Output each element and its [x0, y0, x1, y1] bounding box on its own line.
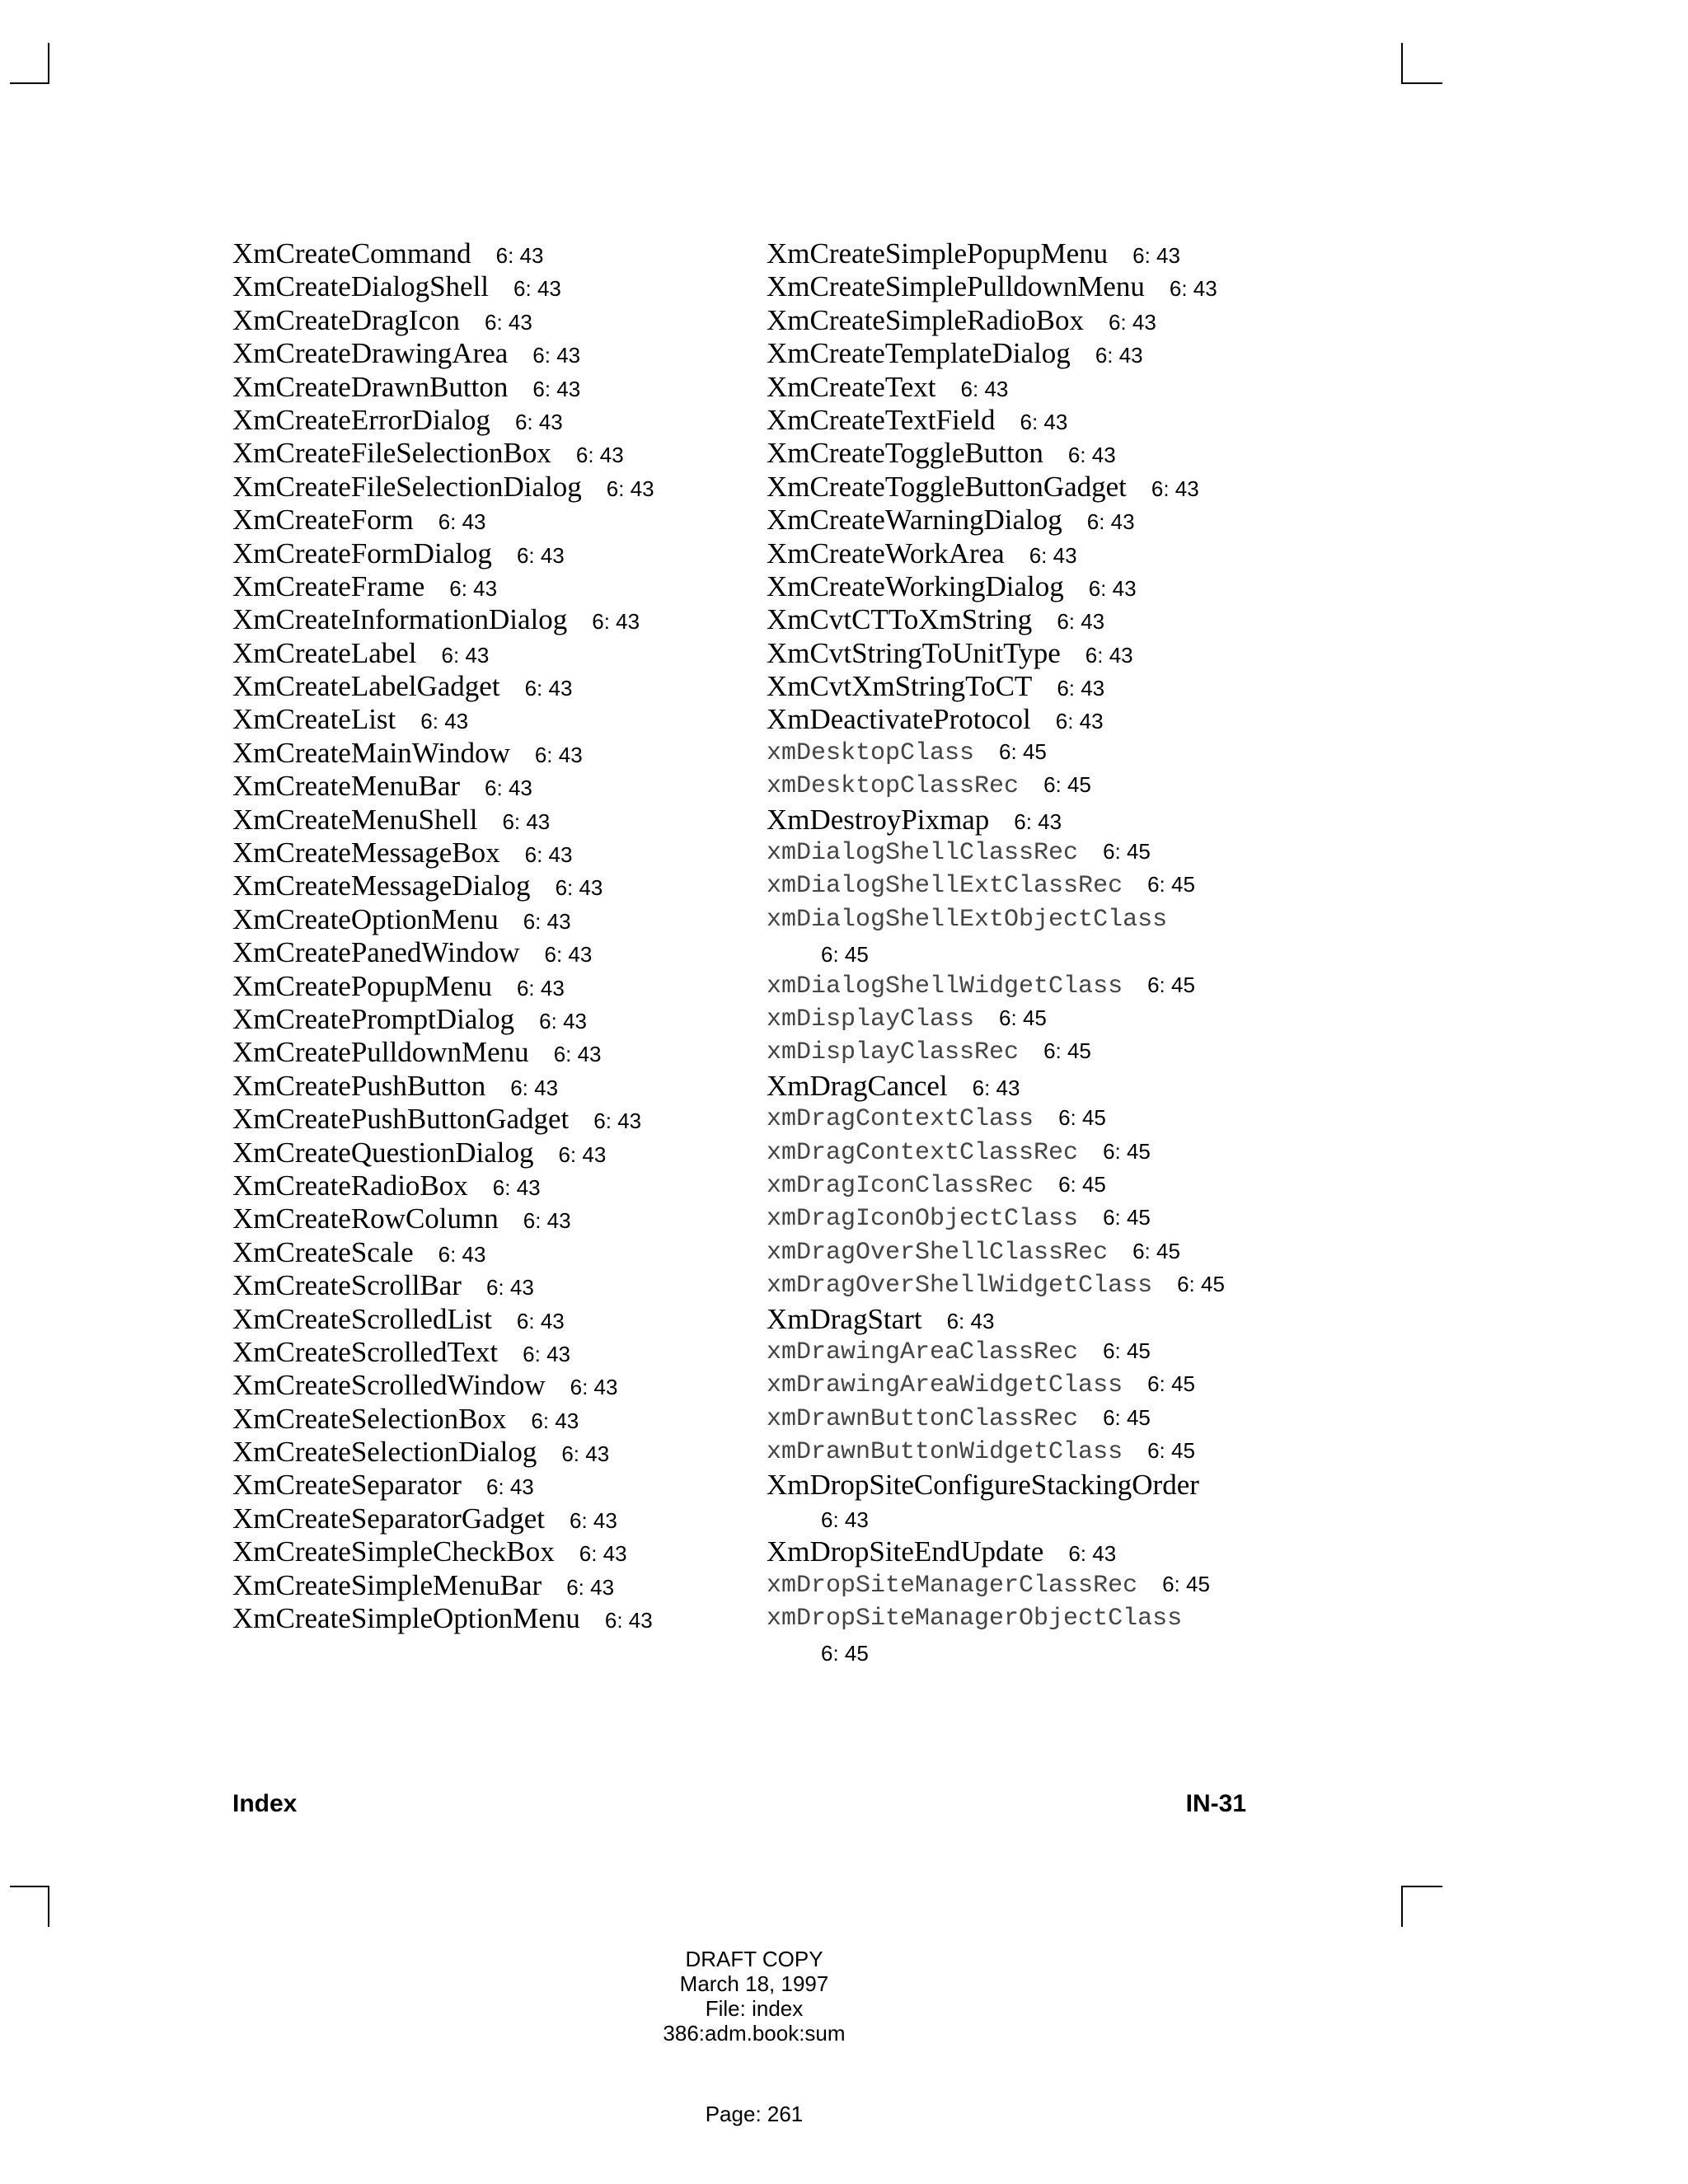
index-entry: [232, 270, 654, 303]
index-entry: [767, 504, 1225, 537]
index-entry: [232, 1469, 654, 1502]
index-term: XmCreateFormDialog: [232, 537, 492, 569]
index-entry: [232, 1502, 654, 1535]
index-term: XmDestroyPixmap: [767, 803, 990, 836]
index-term: XmCreatePushButtonGadget: [232, 1103, 570, 1136]
index-term: xmDragContextClass: [767, 1105, 1034, 1134]
index-term: XmCreateSimpleMenuBar: [232, 1568, 542, 1601]
index-term: xmDialogShellWidgetClass: [767, 972, 1123, 1001]
index-entry: [232, 1336, 654, 1369]
index-page-ref: 6: 45: [1103, 1338, 1151, 1363]
index-entry: [767, 404, 1225, 437]
index-entry: [767, 237, 1225, 270]
index-entry: [232, 337, 654, 370]
index-term: xmDropSiteManagerClassRec: [767, 1571, 1138, 1600]
index-page-ref: 6: 43: [524, 676, 573, 701]
index-page-ref: 6: 45: [1132, 1238, 1180, 1263]
crop-mark-top-left-v: [48, 43, 49, 84]
index-entry: [232, 404, 654, 437]
index-term: XmCreateLabel: [232, 636, 417, 669]
index-entry: [232, 936, 654, 969]
index-entry: [767, 1169, 1225, 1202]
index-term: xmDrawnButtonWidgetClass: [767, 1438, 1123, 1467]
index-page-ref: 6: 43: [592, 609, 640, 635]
index-term: XmCreateRowColumn: [232, 1202, 499, 1235]
index-entry: [767, 703, 1225, 736]
index-page-ref: 6: 45: [1043, 1038, 1091, 1064]
index-page-ref: 6: 45: [1147, 872, 1195, 898]
index-term: XmCreateScrollBar: [232, 1269, 462, 1302]
index-entry: [767, 570, 1225, 603]
index-term: XmCreateOptionMenu: [232, 902, 499, 935]
index-page-ref: 6: 45: [821, 1641, 869, 1666]
index-page-ref: 6: 43: [438, 509, 486, 535]
index-page-ref: 6: 43: [821, 1507, 869, 1533]
index-term: XmCreateDrawnButton: [232, 370, 509, 403]
index-term: xmDragOverShellWidgetClass: [767, 1272, 1153, 1301]
index-entry: [767, 804, 1225, 837]
index-page-ref: 6: 45: [1043, 772, 1091, 798]
index-page-ref: 6: 43: [579, 1541, 627, 1567]
index-page-ref: 6: 43: [570, 1375, 618, 1400]
index-page-ref: 6: 45: [999, 1005, 1047, 1030]
index-entry: [232, 970, 654, 1003]
index-page-ref: 6: 43: [1085, 642, 1133, 668]
index-page-ref: 6: 43: [485, 1275, 534, 1301]
index-term: XmCreateDragIcon: [232, 303, 460, 336]
index-page-ref: 6: 43: [539, 1008, 587, 1033]
index-term: XmCreatePopupMenu: [232, 969, 492, 1002]
index-page-ref: 6: 43: [510, 1075, 559, 1100]
index-entry: [767, 1070, 1225, 1103]
index-term: XmCreateSimpleOptionMenu: [232, 1602, 580, 1635]
index-page-ref: 6: 43: [946, 1308, 995, 1333]
index-term: xmDragIconObjectClass: [767, 1205, 1079, 1234]
index-term: XmCreateScrolledList: [232, 1302, 492, 1335]
index-entry: [767, 1336, 1225, 1369]
index-entry: [767, 1469, 1225, 1535]
index-page-ref: 6: 43: [1057, 676, 1105, 701]
index-page-ref: 6: 43: [555, 875, 603, 901]
index-entry: [232, 1003, 654, 1036]
index-entry: [767, 1569, 1225, 1602]
index-page-ref: 6: 43: [523, 908, 571, 934]
index-entry: [767, 837, 1225, 869]
index-page-ref: 6: 43: [575, 443, 624, 468]
index-entry: [232, 537, 654, 570]
index-entry: [767, 337, 1225, 370]
index-term: xmDragIconClassRec: [767, 1171, 1034, 1200]
index-term: XmCreateWarningDialog: [767, 504, 1062, 537]
index-term: XmCreatePanedWindow: [232, 936, 520, 969]
index-term: xmDragContextClassRec: [767, 1138, 1079, 1167]
index-term: xmDropSiteManagerObjectClass: [767, 1605, 1183, 1633]
index-page-ref: 6: 43: [516, 542, 565, 568]
index-entry: [767, 603, 1225, 636]
index-entry: [232, 437, 654, 470]
index-term: XmCreateFileSelectionBox: [232, 437, 551, 470]
index-page-ref: 6: 43: [1057, 609, 1105, 635]
index-term: XmCreateSimplePulldownMenu: [767, 270, 1145, 303]
index-term: XmCreateToggleButton: [767, 437, 1043, 470]
index-entry: [232, 1169, 654, 1202]
draft-notice-line: File: index: [705, 1996, 804, 2021]
index-term: xmDialogShellExtObjectClass: [767, 905, 1168, 934]
index-page-ref: 6: 45: [1103, 1205, 1151, 1230]
index-page-ref: 6: 45: [1103, 1138, 1151, 1164]
index-term: XmCreateText: [767, 370, 936, 403]
index-page-ref: 6: 43: [524, 842, 573, 868]
index-term: XmCreateLabelGadget: [232, 670, 500, 703]
index-term: xmDesktopClass: [767, 738, 975, 767]
index-entry: [232, 637, 654, 670]
index-page-ref: 6: 43: [553, 1042, 602, 1067]
index-page-ref: 6: 43: [485, 1474, 534, 1500]
index-entry: [767, 1137, 1225, 1169]
index-entry: [767, 270, 1225, 303]
index-term: XmCreateErrorDialog: [232, 403, 490, 436]
footer-section-label: Index: [232, 1790, 298, 1817]
crop-mark-bottom-left-h: [10, 1886, 49, 1887]
index-term: XmCreateSimplePopupMenu: [767, 237, 1109, 269]
index-entry: [232, 770, 654, 803]
index-entry: [767, 371, 1225, 404]
index-term: xmDialogShellClassRec: [767, 839, 1079, 868]
index-entry: [232, 304, 654, 337]
index-term: XmCreateDialogShell: [232, 270, 490, 303]
index-entry: [767, 1202, 1225, 1235]
crop-mark-bottom-left-v: [48, 1886, 49, 1927]
index-entry: [767, 1003, 1225, 1036]
index-page-ref: 6: 43: [513, 276, 561, 302]
index-page-ref: 6: 43: [485, 776, 532, 801]
draft-notice-line: 386:adm.book:sum: [663, 2021, 846, 2046]
index-term: XmCreateMessageDialog: [232, 869, 531, 902]
index-page-ref: 6: 43: [516, 975, 565, 1001]
index-term: XmCreatePushButton: [232, 1069, 486, 1102]
index-term: xmDrawingAreaWidgetClass: [767, 1371, 1123, 1400]
index-entry: [767, 1535, 1225, 1568]
index-column-right: [767, 237, 1225, 1669]
draft-notice-line: March 18, 1997: [679, 1971, 829, 1996]
index-page-ref: 6: 43: [532, 376, 581, 401]
index-page-ref: 6: 43: [606, 476, 654, 501]
index-page-ref: 6: 43: [484, 309, 532, 335]
index-term: XmCreateScale: [232, 1235, 414, 1268]
index-term: XmCreateMessageBox: [232, 837, 500, 869]
index-entry: [232, 1436, 654, 1469]
index-page-ref: 6: 43: [593, 1108, 642, 1134]
index-term: XmDropSiteConfigureStackingOrder: [767, 1469, 1199, 1502]
index-entry: [767, 1303, 1225, 1336]
index-entry: [767, 903, 1225, 970]
index-entry: [767, 670, 1225, 703]
index-page-ref: 6: 43: [532, 343, 581, 368]
index-page-ref: 6: 43: [1151, 476, 1199, 501]
index-entry: [767, 471, 1225, 504]
index-term: XmCreateTemplateDialog: [767, 337, 1071, 370]
index-page-ref: 6: 43: [523, 1341, 570, 1366]
index-entry: [232, 471, 654, 504]
index-term: XmCreateSeparator: [232, 1469, 462, 1502]
index-term: XmCreateCommand: [232, 237, 471, 269]
index-entry: [232, 1103, 654, 1136]
index-term: XmCvtCTToXmString: [767, 603, 1033, 636]
index-term: XmCreateDrawingArea: [232, 337, 509, 370]
index-entry: [232, 570, 654, 603]
index-entry: [232, 869, 654, 902]
index-page-ref: 6: 43: [561, 1441, 610, 1467]
index-entry: [767, 437, 1225, 470]
index-entry: [767, 1403, 1225, 1436]
index-term: XmCreateTextField: [767, 403, 996, 436]
index-entry: [767, 970, 1225, 1003]
index-entry: [767, 304, 1225, 337]
index-term: XmCreateMenuBar: [232, 770, 461, 803]
index-page-ref: 6: 43: [1132, 243, 1180, 268]
index-page-ref: 6: 45: [1162, 1571, 1210, 1596]
index-page-ref: 6: 43: [1055, 709, 1104, 734]
index-page-ref: 6: 43: [516, 1308, 565, 1333]
index-entry: [767, 737, 1225, 770]
index-entry: [767, 1036, 1225, 1069]
index-entry: [232, 504, 654, 537]
index-entry: [767, 1269, 1225, 1302]
index-term: XmCreateSelectionDialog: [232, 1436, 537, 1469]
index-term: XmCreateFrame: [232, 569, 425, 602]
index-term: xmDisplayClass: [767, 1005, 975, 1033]
index-entry: [767, 869, 1225, 902]
index-page-ref: 6: 43: [1088, 575, 1137, 601]
index-entry: [232, 804, 654, 837]
index-page-ref: 6: 43: [531, 1408, 579, 1433]
index-term: XmCreateRadioBox: [232, 1169, 468, 1202]
index-entry: [232, 1236, 654, 1269]
index-page-ref: 6: 43: [570, 1507, 617, 1533]
index-term: XmCreateScrolledText: [232, 1335, 499, 1368]
index-page-ref: 6: 43: [1014, 808, 1062, 834]
crop-mark-top-right-v: [1401, 43, 1403, 84]
index-entry: [232, 837, 654, 869]
index-page-ref: 6: 43: [449, 575, 498, 601]
index-page-ref: 6: 43: [420, 709, 469, 734]
index-page-ref: 6: 45: [1147, 1438, 1195, 1464]
index-term: XmCvtStringToUnitType: [767, 636, 1061, 669]
index-page-ref: 6: 45: [1058, 1171, 1106, 1197]
index-term: XmCreateForm: [232, 504, 414, 537]
index-entry: [232, 1137, 654, 1169]
page-number: Page: 261: [705, 2102, 804, 2126]
index-entry: [767, 637, 1225, 670]
index-page-ref: 6: 43: [523, 1208, 571, 1234]
index-entry: [767, 1436, 1225, 1469]
index-term: XmCreateSimpleRadioBox: [767, 303, 1084, 336]
index-term: XmCreatePromptDialog: [232, 1002, 515, 1035]
index-page-ref: 6: 45: [1177, 1272, 1225, 1297]
index-page-ref: 6: 43: [566, 1574, 615, 1600]
index-page-ref: 6: 43: [544, 942, 593, 968]
index-term: XmDeactivateProtocol: [767, 703, 1031, 736]
index-term: XmCreateSeparatorGadget: [232, 1502, 546, 1535]
index-page-ref: 6: 43: [1068, 1541, 1117, 1567]
index-entry: [232, 1403, 654, 1436]
index-term: XmCreateQuestionDialog: [232, 1136, 534, 1169]
index-page-ref: 6: 43: [441, 642, 490, 668]
index-page-ref: 6: 43: [604, 1608, 653, 1633]
index-entry: [232, 737, 654, 770]
index-entry: [767, 1236, 1225, 1269]
index-page-ref: 6: 43: [1067, 443, 1116, 468]
index-term: xmDragOverShellClassRec: [767, 1238, 1109, 1267]
index-entry: [232, 670, 654, 703]
index-entry: [232, 1369, 654, 1402]
index-entry: [232, 703, 654, 736]
index-term: xmDesktopClassRec: [767, 772, 1020, 801]
index-page-ref: 6: 43: [534, 742, 583, 767]
index-page-ref: 6: 45: [999, 738, 1047, 764]
index-term: XmCreateSelectionBox: [232, 1402, 507, 1435]
index-term: XmCreateSimpleCheckBox: [232, 1535, 555, 1568]
index-entry: [232, 1269, 654, 1302]
index-page-ref: 6: 45: [1103, 1404, 1151, 1430]
index-page-ref: 6: 43: [492, 1174, 541, 1200]
index-term: xmDisplayClassRec: [767, 1038, 1020, 1067]
index-term: XmCreateInformationDialog: [232, 603, 568, 636]
index-page-ref: 6: 43: [438, 1241, 486, 1267]
crop-mark-top-right-h: [1401, 82, 1442, 84]
index-page-ref: 6: 43: [1029, 542, 1077, 568]
crop-mark-top-left-h: [10, 82, 49, 84]
index-term: XmCreateMenuShell: [232, 803, 478, 836]
index-page-ref: 6: 43: [495, 243, 544, 268]
index-page-ref: 6: 45: [1058, 1105, 1106, 1131]
index-page-ref: 6: 43: [1108, 309, 1156, 335]
index-term: XmCreatePulldownMenu: [232, 1036, 529, 1069]
index-entry: [232, 1070, 654, 1103]
index-entry: [767, 770, 1225, 803]
index-entry: [232, 1202, 654, 1235]
index-entry: [767, 1369, 1225, 1402]
index-entry: [232, 1036, 654, 1069]
index-term: XmCreateToggleButtonGadget: [767, 470, 1127, 503]
index-term: xmDrawnButtonClassRec: [767, 1404, 1079, 1433]
index-entry: [767, 1103, 1225, 1136]
index-term: xmDrawingAreaClassRec: [767, 1338, 1079, 1366]
index-term: XmCreateWorkArea: [767, 537, 1005, 569]
index-entry: [767, 537, 1225, 570]
index-page-ref: 6: 43: [1169, 276, 1217, 302]
index-entry: [232, 1602, 654, 1635]
index-term: XmDropSiteEndUpdate: [767, 1535, 1044, 1568]
index-page-ref: 6: 43: [514, 409, 563, 434]
index-entry: [767, 1602, 1225, 1669]
index-page-ref: 6: 45: [1147, 1371, 1195, 1397]
index-term: xmDialogShellExtClassRec: [767, 872, 1123, 901]
index-column-left: [232, 237, 654, 1635]
index-term: XmCreateList: [232, 703, 396, 736]
index-term: XmDragCancel: [767, 1069, 948, 1102]
index-page-ref: 6: 43: [1086, 509, 1135, 535]
index-term: XmCreateScrolledWindow: [232, 1369, 546, 1402]
index-page-ref: 6: 43: [972, 1075, 1020, 1100]
index-term: XmCreateMainWindow: [232, 736, 510, 769]
index-entry: [232, 1535, 654, 1568]
index-term: XmCvtXmStringToCT: [767, 670, 1033, 703]
index-page-ref: 6: 43: [502, 808, 551, 834]
index-page-ref: 6: 45: [1147, 972, 1195, 997]
index-entry: [232, 1303, 654, 1336]
index-page-ref: 6: 45: [821, 941, 869, 967]
index-entry: [232, 1569, 654, 1602]
index-entry: [232, 903, 654, 936]
crop-mark-bottom-right-h: [1401, 1886, 1442, 1887]
index-term: XmCreateWorkingDialog: [767, 569, 1064, 602]
index-page-ref: 6: 43: [1020, 409, 1068, 434]
index-term: XmDragStart: [767, 1302, 922, 1335]
index-page-ref: 6: 43: [960, 376, 1009, 401]
draft-notice-line: DRAFT COPY: [685, 1947, 823, 1971]
footer-page-label: IN-31: [1185, 1790, 1246, 1817]
crop-mark-bottom-right-v: [1401, 1886, 1403, 1927]
index-entry: [232, 603, 654, 636]
index-entry: [232, 371, 654, 404]
index-term: XmCreateFileSelectionDialog: [232, 470, 582, 503]
index-page-ref: 6: 43: [558, 1141, 607, 1167]
draft-notice: [577, 1947, 931, 2046]
index-entry: [232, 237, 654, 270]
index-page-ref: 6: 45: [1103, 839, 1151, 865]
index-page-ref: 6: 43: [1095, 343, 1143, 368]
